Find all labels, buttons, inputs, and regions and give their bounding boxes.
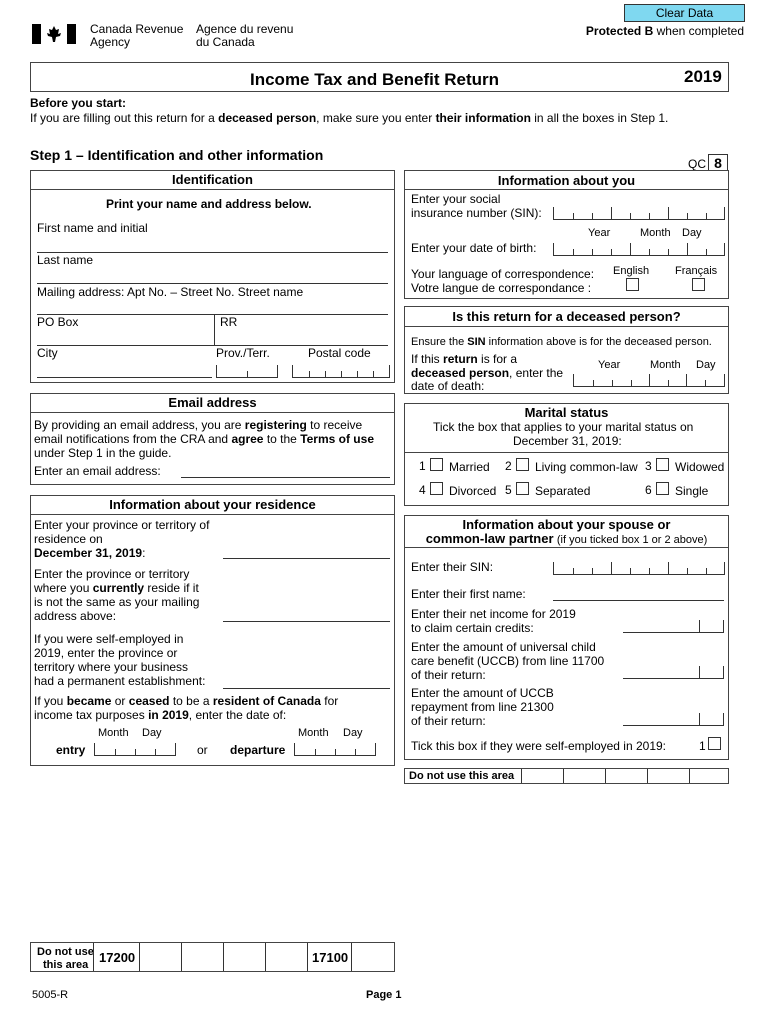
protected-b [586,24,744,38]
canada-flag-icon [32,24,76,44]
residence-section [30,495,395,766]
spouse-uccb-3: of their return: [411,668,486,682]
marital-checkbox-married[interactable] [430,458,443,471]
deceased-l1-pre: If this [411,352,440,366]
francais-checkbox[interactable] [692,278,705,291]
marital-checkbox-divorced[interactable] [430,482,443,495]
res-q4-1 [34,694,338,708]
marital-checkbox-living-common-law[interactable] [516,458,529,471]
marital-option-num: 5 [505,483,512,497]
about-you-section [404,170,729,299]
email-l2-mid: to the [266,432,297,446]
sin-label-1: Enter your social [411,192,501,206]
agency-fr-2: du Canada [196,35,255,49]
mailing-field[interactable] [37,314,388,315]
spouse-rep-1: Enter the amount of UCCB [411,686,554,700]
res-q4-2 [34,708,286,722]
spouse-header-2 [405,531,728,546]
date-of-death-field[interactable] [573,374,725,387]
dob-field[interactable] [553,243,725,256]
death-day-label: Day [696,359,716,371]
marital-option-num: 6 [645,483,652,497]
do-not-use-label: Do not use this area [409,770,515,782]
marital-checkbox-single[interactable] [656,482,669,495]
page-title: Income Tax and Benefit Return [250,70,500,89]
spouse-net-income-field[interactable] [623,620,724,633]
city-label: City [37,346,58,360]
departure-label: departure [230,743,286,757]
email-line-1 [34,418,362,432]
res-q1-colon: : [142,546,146,560]
ensure-bold: SIN [467,336,486,348]
last-name-label: Last name [37,253,94,267]
deceased-line-2 [411,366,563,380]
res-q4-or: or [114,694,126,708]
postal-label: Postal code [308,346,371,360]
res-q2-3: is not the same as your mailing [34,595,200,609]
spouse-header-2-bold: common-law partner [425,531,554,546]
before-pre: If you are filling out this return for a [30,111,215,125]
departure-day-label: Day [343,727,363,739]
deceased-line-3: date of death: [411,379,485,393]
spouse-first-name-label: Enter their first name: [411,587,526,601]
marital-option-label: Widowed [675,460,725,474]
before-post: in all the boxes in Step 1. [534,111,669,125]
footer-code-17100: 17100 [312,950,349,965]
marital-option-label: Single [675,484,709,498]
last-name-field[interactable] [37,283,388,284]
res-q1-3 [34,546,145,560]
res-q2-1: Enter the province or territory [34,567,190,581]
res-q42-bold: in 2019 [148,708,189,722]
res-q2-4: address above: [34,609,117,623]
email-l2-bold-1: agree [231,432,264,446]
print-instruction: Print your name and address below. [106,197,312,211]
current-province-field[interactable] [223,621,390,622]
deceased-l2-post: , enter the [509,366,564,380]
footer-code-17200: 17200 [99,950,136,965]
tax-year: 2019 [684,67,722,86]
email-field[interactable] [181,477,390,478]
res-q1-date: December 31, 2019 [34,546,143,560]
spouse-section [404,515,729,760]
spouse-self-employed-checkbox[interactable] [708,737,721,750]
lang-fr-label: Votre langue de correspondance : [411,281,592,295]
res-q3-1: If you were self-employed in [34,632,184,646]
dob-label: Enter your date of birth: [411,241,537,255]
marital-section [404,403,729,506]
before-bold-1: deceased person [218,111,317,125]
sin-label-2: insurance number (SIN): [411,206,542,220]
residence-province-field[interactable] [223,558,390,559]
english-label: English [613,265,650,277]
res-q4-resident: resident of Canada [212,694,321,708]
res-q4-pre: If you [34,694,64,708]
email-section [30,393,395,485]
marital-sub-1: Tick the box that applies to your marital status on [433,420,694,434]
spouse-first-name-field[interactable] [553,600,724,601]
email-header: Email address [31,394,394,413]
residence-header: Information about your residence [31,496,394,515]
protected-b-label: Protected B [585,24,654,38]
before-mid: , make sure you enter [316,111,433,125]
english-checkbox[interactable] [626,278,639,291]
res-q2-post: reside if it [147,581,199,595]
res-q4-ceased: ceased [128,694,170,708]
footer-dnu-2: this area [43,959,89,971]
email-l1-pre: By providing an email address, you are [34,418,242,432]
death-year-label: Year [598,359,621,371]
lang-en-label: Your language of correspondence: [411,267,595,281]
death-month-label: Month [650,359,681,371]
agency-en-1: Canada Revenue [90,22,184,36]
about-you-header: Information about you [405,171,728,190]
dob-year-label: Year [588,227,611,239]
ensure-post: information above is for the deceased person. [488,336,712,348]
before-line [30,111,668,125]
deceased-line-1 [411,352,517,366]
qc-number: 8 [708,154,728,171]
email-line-3: under Step 1 in the guide. [34,446,172,460]
spouse-uccb-repayment-field[interactable] [623,713,724,726]
email-l1-post: to receive [310,418,363,432]
marital-option-label: Separated [535,484,591,498]
agency-en-2: Agency [90,35,131,49]
form-number: 5005-R [32,989,69,1001]
postal-code-field[interactable] [292,365,390,378]
or-label: or [197,743,208,757]
marital-option-label: Divorced [449,484,497,498]
entry-label: entry [56,743,86,757]
footer-dnu-1: Do not use [37,946,94,958]
ensure-pre: Ensure the [411,336,465,348]
marital-divider [405,452,728,453]
do-not-use-area [404,768,729,784]
res-q2-bold: currently [92,581,145,595]
marital-header: Marital status [524,405,609,420]
step1-title: Step 1 – Identification and other information [30,147,324,163]
spouse-header-1: Information about your spouse or [462,517,671,532]
clear-data-button[interactable]: Clear Data [624,4,745,22]
marital-option-label: Living common-law [535,460,638,474]
spouse-rep-3: of their return: [411,714,486,728]
email-enter-label: Enter an email address: [34,464,161,478]
spouse-self-employed-label: Tick this box if they were self-employed in 2019: [411,739,667,753]
email-l2-bold-2: Terms of use [300,432,374,446]
marital-option-label: Married [449,460,490,474]
first-name-label: First name and initial [37,221,148,235]
spouse-uccb-2: care benefit (UCCB) from line 11700 [411,654,605,668]
res-q3-2: 2019, enter the province or [34,646,178,660]
deceased-l1-post: is for a [481,352,518,366]
po-rr-divider [214,314,215,345]
res-q1-2: residence on [34,532,103,546]
business-province-field[interactable] [223,688,390,689]
francais-label: Français [675,265,718,277]
spouse-net-2: to claim certain credits: [411,621,534,635]
mailing-label: Mailing address: Apt No. – Street No. Street name [37,285,304,299]
res-q4-mid: to be a [172,694,210,708]
marital-option-num: 4 [419,483,426,497]
prov-field[interactable] [216,365,278,378]
departure-month-label: Month [298,727,329,739]
res-q3-4: had a permanent establishment: [34,674,206,688]
res-q2-pre: where you [34,581,90,595]
city-field[interactable] [37,377,212,378]
marital-option-num: 1 [419,459,426,473]
spouse-net-1: Enter their net income for 2019 [411,607,576,621]
protected-b-suffix: when completed [656,24,744,38]
spouse-rep-2: repayment from line 21300 [411,700,554,714]
email-l2-pre: email notifications from the CRA and [34,432,229,446]
deceased-header: Is this return for a deceased person? [405,307,728,327]
res-q42-post: , enter the date of: [188,708,287,722]
entry-day-label: Day [142,727,162,739]
marital-checkbox-widowed[interactable] [656,458,669,471]
before-bold-2: their information [435,111,531,125]
res-q2-2 [34,581,199,595]
agency-fr-1: Agence du revenu [196,22,294,36]
sin-field[interactable] [553,207,725,220]
rr-label: RR [220,315,238,329]
spouse-header-2-small: (if you ticked box 1 or 2 above) [556,534,708,546]
res-q4-became: became [66,694,112,708]
deceased-l1-bold: return [443,352,478,366]
res-q1-1: Enter your province or territory of [34,518,210,532]
deceased-section [404,306,729,394]
prov-label: Prov./Terr. [216,346,270,360]
email-line-2 [34,432,374,446]
entry-date-field[interactable] [94,743,176,756]
qc-label: QC [688,157,706,171]
spouse-sin-field[interactable] [553,562,725,575]
departure-date-field[interactable] [294,743,376,756]
dob-month-label: Month [640,227,671,239]
footer-dnu-area [30,942,395,972]
dob-day-label: Day [682,227,702,239]
spouse-divider [405,547,728,548]
marital-checkbox-separated[interactable] [516,482,529,495]
marital-sub-2: December 31, 2019: [513,434,622,448]
po-box-label: PO Box [37,315,79,329]
before-heading: Before you start: [30,96,127,110]
spouse-uccb-1: Enter the amount of universal child [411,640,596,654]
spouse-self-num: 1 [699,739,706,753]
entry-month-label: Month [98,727,129,739]
res-q3-3: territory where your business [34,660,189,674]
marital-option-num: 2 [505,459,512,473]
marital-option-num: 3 [645,459,652,473]
email-l1-bold: registering [244,418,307,432]
deceased-l2-bold: deceased person [411,366,510,380]
ensure-line [411,335,712,349]
res-q4-post: for [324,694,339,708]
identification-section [30,170,395,383]
res-q42-pre: income tax purposes [34,708,145,722]
page-number: Page 1 [366,989,402,1001]
identification-header: Identification [31,171,394,190]
spouse-uccb-field[interactable] [623,666,724,679]
spouse-sin-label: Enter their SIN: [411,560,494,574]
